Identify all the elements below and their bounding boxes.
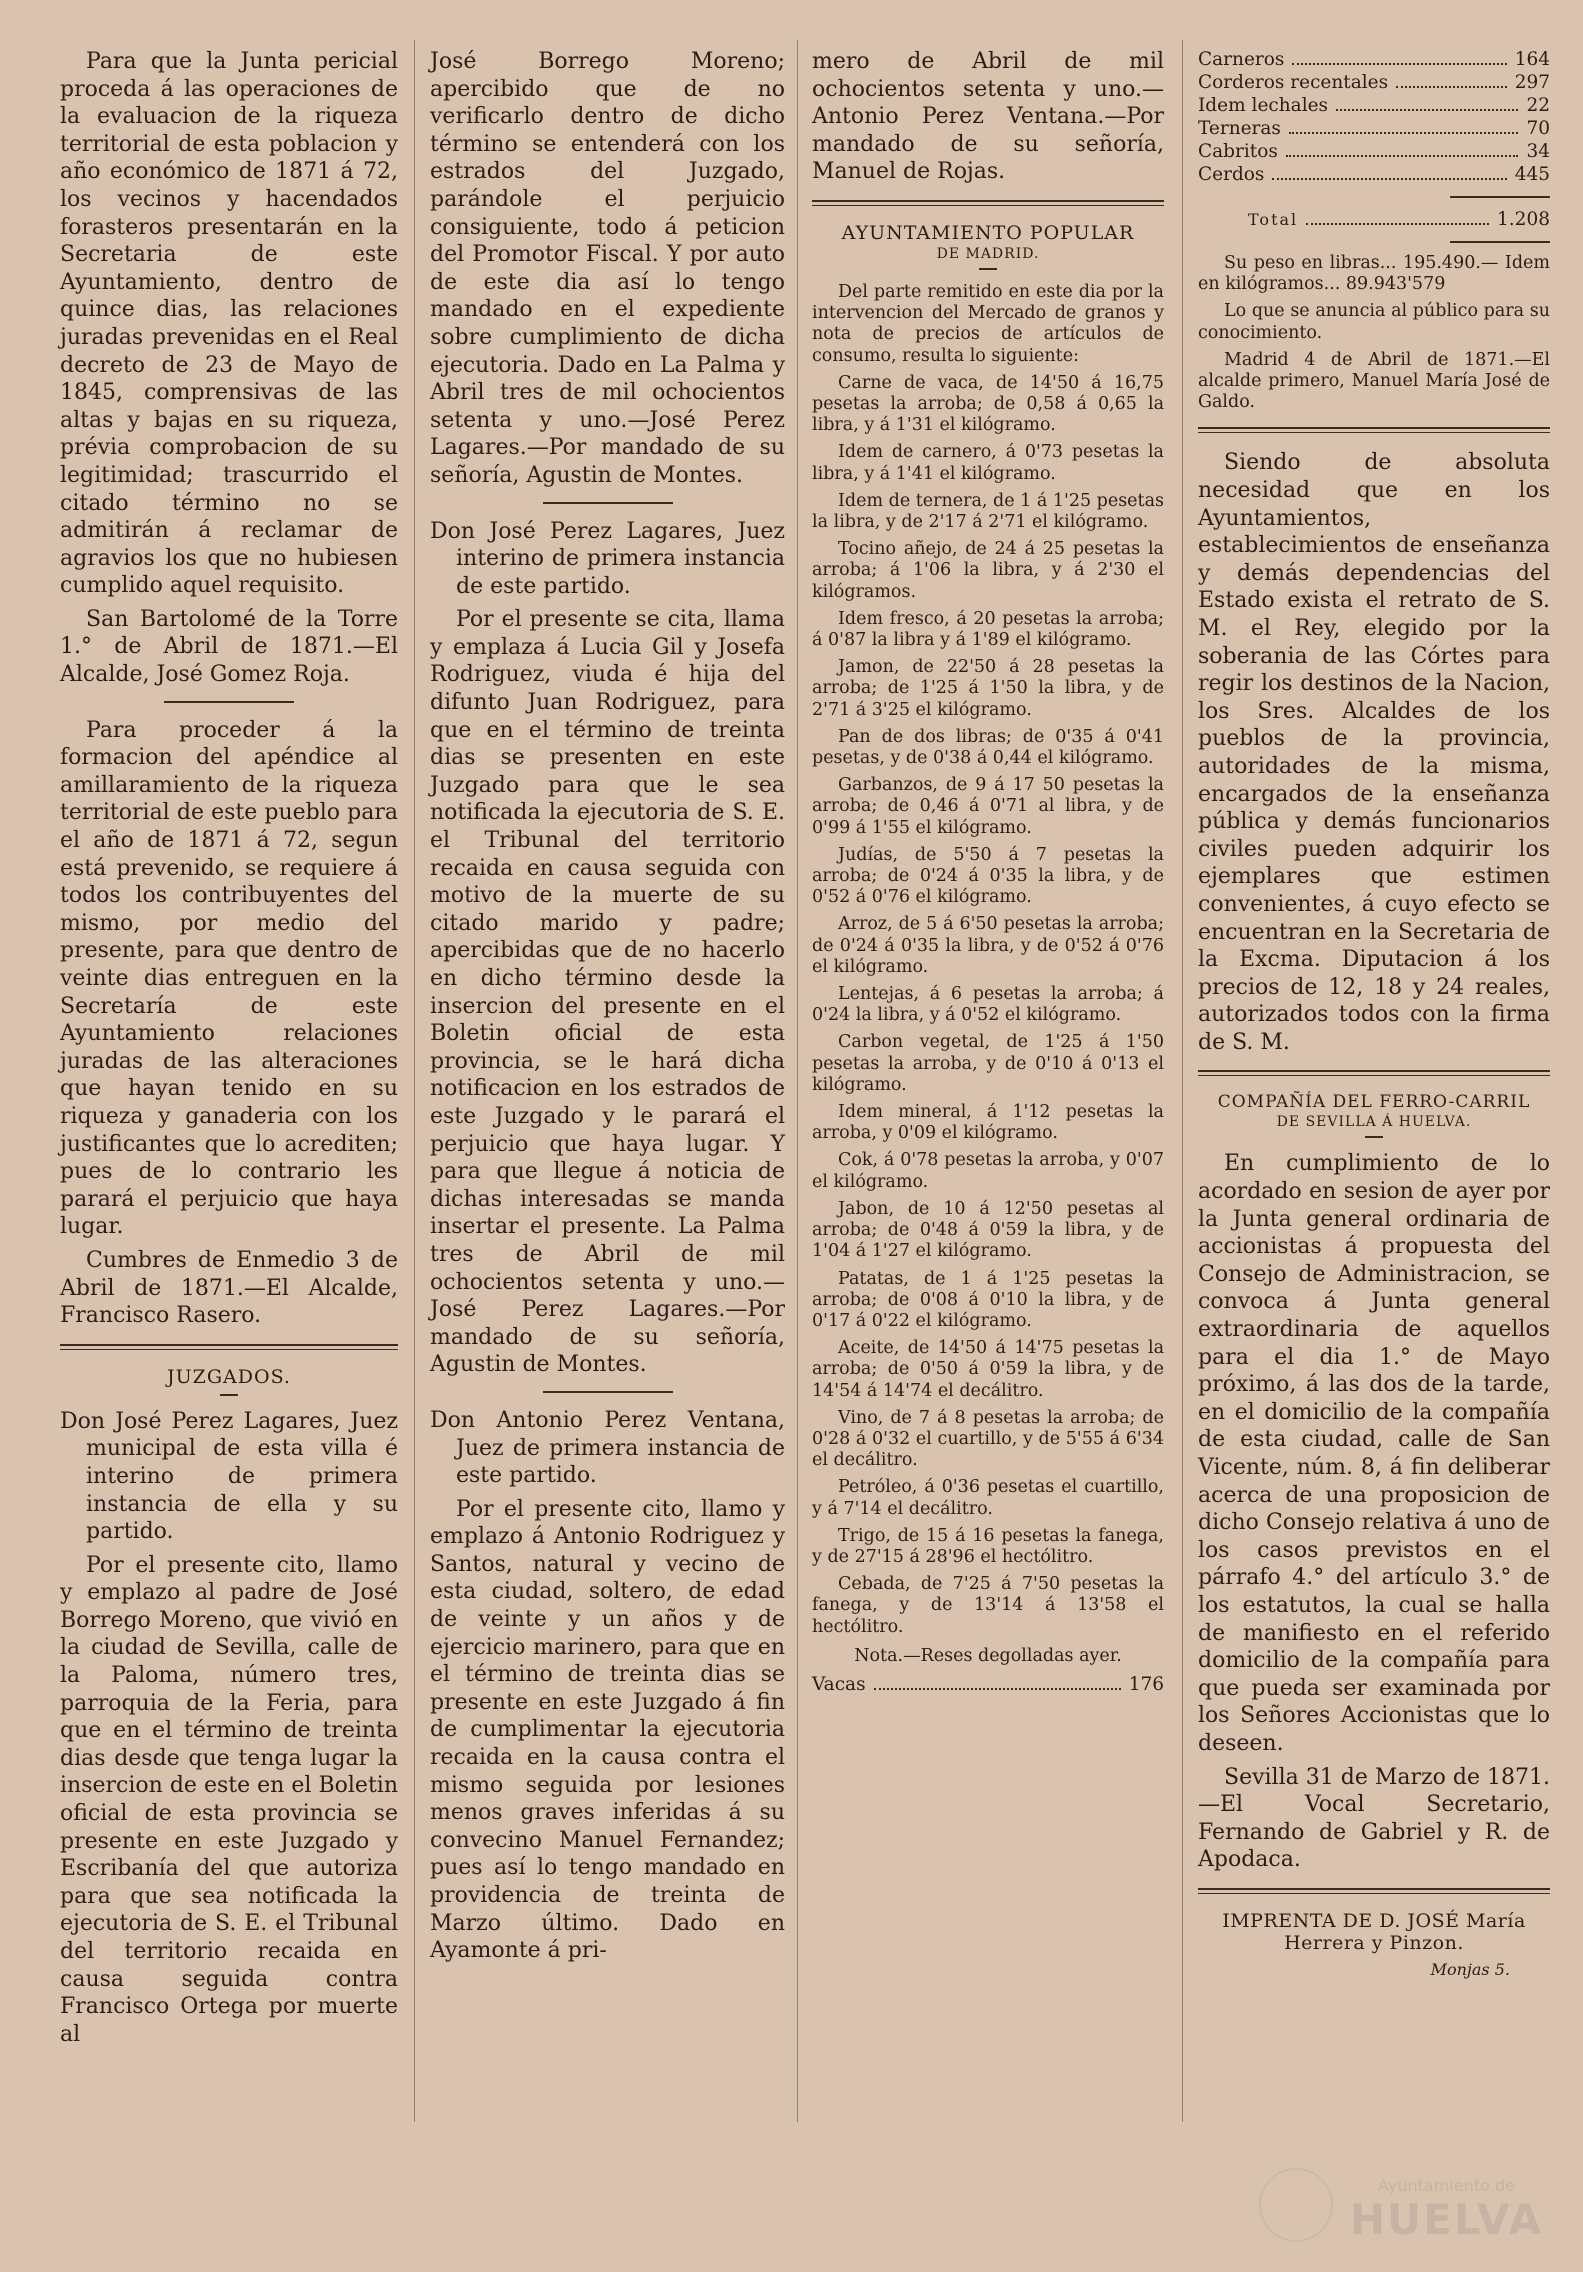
row-value: 445 <box>1514 164 1550 185</box>
divider <box>543 1391 673 1393</box>
row-label: Vacas <box>812 1673 866 1695</box>
price-item: Garbanzos, de 9 á 17 50 pesetas la arroba; de 0,46 á 0'71 al libra, y de 0'99 á 1'55 el kilógramo. <box>812 775 1164 838</box>
notice-signature: Sevilla 31 de Marzo de 1871.—El Vocal Secretario, Fernando de Gabriel y R. de Apodaca. <box>1198 1764 1550 1873</box>
total-row <box>1198 208 1550 231</box>
row-label: Idem lechales <box>1198 95 1329 116</box>
price-item: Cebada, de 7'25 á 7'50 pesetas la fanega, y de 13'14 á 13'58 el hectólitro. <box>812 1574 1164 1637</box>
row-value: 176 <box>1128 1673 1164 1695</box>
section-title-juzgados: JUZGADOS. <box>167 1365 291 1388</box>
row-value: 297 <box>1514 72 1550 93</box>
total-value: 1.208 <box>1497 209 1550 230</box>
printer-location: Monjas 5. <box>1430 1959 1510 1979</box>
section-subtitle: DE SEVILLA Á HUELVA. <box>1276 1114 1472 1131</box>
printer-imprint: IMPRENTA DE D. JOSÉ María Herrera y Pinzon. <box>1222 1909 1526 1954</box>
row-value: 34 <box>1526 141 1550 162</box>
slaughter-table <box>1198 48 1550 243</box>
judge-heading: Don José Perez Lagares, Juez interino de primera instancia de este partido. <box>430 518 785 599</box>
column-rule <box>414 40 415 2122</box>
column-2 <box>430 48 785 1971</box>
price-item: Idem de carnero, á 0'73 pesetas la libra, y á 1'41 el kilógramo. <box>812 442 1164 484</box>
price-item: Cok, á 0'78 pesetas la arroba, y 0'07 el kilógramo. <box>812 1150 1164 1192</box>
column-4 <box>1198 48 1550 1985</box>
notice-signature: San Bartolomé de la Torre 1.° de Abril de 1871.—El Alcalde, José Gomez Roja. <box>60 606 398 688</box>
price-item: Trigo, de 15 á 16 pesetas la fanega, y de 27'15 á 28'96 el hectólitro. <box>812 1525 1164 1567</box>
edict-text: Por el presente cito, llamo y emplazo al padre de José Borrego Moreno, que vivió en la ciudad de Sevilla, calle de la Paloma, número tres, parroquia de la Feria, para que en el término de treinta dias desde que tenga lugar la insercion de este en el Boletin oficial de esta provincia se presente en este Juzgado y Escribanía del que autoriza para que sea notificada la ejecutoria de S. E. el Tribunal del territorio recaida en causa seguida contra Francisco Ortega por muerte al <box>60 1552 398 2047</box>
public-notice: Lo que se anuncia al público para su conocimiento. <box>1198 301 1550 343</box>
row-value: 22 <box>1526 95 1550 116</box>
price-item: Lentejas, á 6 pesetas la arroba; á 0'24 la libra, y á 0'52 el kilógramo. <box>812 984 1164 1026</box>
leader-dots <box>1292 42 1506 65</box>
price-item: Carne de vaca, de 14'50 á 16,75 pesetas la arroba; de 0,58 á 0,65 la libra, y á 1'31 el kilógramo. <box>812 372 1164 436</box>
notice-junta: En cumplimiento de lo acordado en sesion de ayer por la Junta general ordinaria de accionistas á propuesta del Consejo de Administracion, se convoca á Junta general extraordinaria de aquellos para el dia 1.° de Mayo próximo, á las dos de la tarde, en el domicilio de la compañía de esta ciudad, calle de San Vicente, núm. 8, á fin deliberar acerca de una proposicion de dicho Consejo relativa á uno de los casos previstos en el párrafo 4.° del artículo 3.° de los estatutos, la cual se halla de manifiesto en el referido domicilio de la compañía para que pueda ser examinada por los Señores Accionistas que lo deseen. <box>1198 1151 1550 1756</box>
leader-dots <box>1336 88 1518 111</box>
section-divider <box>1198 1070 1550 1076</box>
price-item: Idem de ternera, de 1 á 1'25 pesetas la libra, y de 2'17 á 2'71 el kilógramo. <box>812 490 1164 532</box>
row-value: 70 <box>1526 118 1550 139</box>
column-rule <box>797 40 798 2122</box>
edict-continuation: mero de Abril de mil ochocientos setenta y uno.—Antonio Perez Ventana.—Por mandado de su señoría, Manuel de Rojas. <box>812 49 1164 185</box>
row-label: Cerdos <box>1198 164 1265 185</box>
notice-signature: Madrid 4 de Abril de 1871.—El alcalde primero, Manuel María José de Galdo. <box>1198 349 1550 413</box>
leader-dots <box>874 1667 1121 1690</box>
row-value: 164 <box>1514 49 1550 70</box>
leader-dots <box>1396 65 1507 88</box>
total-label: Total <box>1248 210 1299 229</box>
price-item: Petróleo, á 0'36 pesetas el cuartillo, y á 7'14 el decálitro. <box>812 1477 1164 1519</box>
leader-dots <box>1306 202 1489 225</box>
judge-heading: Don Antonio Perez Ventana, Juez de primera instancia de este partido. <box>430 1407 785 1489</box>
price-item: Patatas, de 1 á 1'25 pesetas la arroba; de 0'08 á 0'10 la libra, y de 0'17 á 0'22 el kilógramo. <box>812 1268 1164 1331</box>
column-rule <box>1182 40 1183 2122</box>
watermark-line2: HUELVA <box>1349 2195 1543 2244</box>
watermark-line1: Ayuntamiento de <box>1378 2176 1515 2195</box>
column-3 <box>812 48 1164 1696</box>
price-item: Pan de dos libras; de 0'35 á 0'41 pesetas, y de 0'38 á 0,44 el kilógramo. <box>812 726 1164 769</box>
watermark <box>1350 2176 1543 2244</box>
divider <box>979 268 997 270</box>
divider <box>1365 1136 1383 1138</box>
column-1 <box>60 48 398 2054</box>
notice-cumbres: Para proceder á la formacion del apéndice al amillaramiento de la riqueza territorial de este pueblo para el año de 1871 á 72, segun está prevenido, se requiere á todos los contribuyentes del mismo, por medio del presente, para que dentro de veinte dias entreguen en la Secretaría de este Ayuntamiento relaciones juradas de las alteraciones que hayan tenido en su riqueza y ganaderia con los justificantes que lo acrediten; pues de lo contrario les parará el perjuicio que haya lugar. <box>60 717 398 1240</box>
divider <box>220 1394 238 1396</box>
leader-dots <box>1289 111 1519 134</box>
divider <box>543 502 673 504</box>
judge-heading: Don José Perez Lagares, Juez municipal de esta villa é interino de primera instancia de ella y su partido. <box>60 1408 398 1545</box>
section-divider <box>1198 1888 1550 1894</box>
row-label: Terneras <box>1198 118 1281 139</box>
price-item: Idem fresco, á 20 pesetas la arroba; á 0'87 la libra y á 1'89 el kilógramo. <box>812 608 1164 651</box>
price-item: Tocino añejo, de 24 á 25 pesetas la arroba; á 1'06 la libra, y á 2'30 el kilógramos. <box>812 539 1164 602</box>
divider <box>1450 241 1550 243</box>
divider <box>164 701 294 703</box>
price-item: Arroz, de 5 á 6'50 pesetas la arroba; de 0'24 á 0'35 la libra, y de 0'52 á 0'76 el kilógramo. <box>812 914 1164 977</box>
market-intro: Del parte remitido en este dia por la intervencion del Mercado de granos y nota de precios de artículos de consumo, resulta lo siguiente: <box>812 281 1164 366</box>
price-list <box>812 373 1164 1638</box>
slaughter-row <box>812 1673 1164 1696</box>
price-item: Idem mineral, á 1'12 pesetas la arroba, y 0'09 el kilógramo. <box>812 1102 1164 1144</box>
slaughter-row <box>1198 163 1550 186</box>
leader-dots <box>1286 134 1519 157</box>
slaughter-note: Nota.—Reses degolladas ayer. <box>854 1645 1122 1666</box>
edict-text: Por el presente se cita, llama y emplaza á Lucia Gil y Josefa Rodriguez, viuda é hija del difunto Juan Rodriguez, para que en el término de treinta dias se presenten en este Juzgado para que le sea notificada la ejecutoria de S. E. el Tribunal del territorio recaida en causa seguida con motivo de la muerte de su citado marido y padre; apercibidas que de no hacerlo en dicho término desde la insercion del presente en el Boletin oficial de esta provincia, se le hará dicha notificacion en los estrados de este Juzgado y le parará el perjuicio que haya lugar. Y para que llegue á noticia de dichas interesadas se manda insertar el presente. La Palma tres de Abril de mil ochocientos setenta y uno.—José Perez Lagares.—Por mandado de su señoría, Agustin de Montes. <box>430 607 785 1378</box>
edict-text: Por el presente cito, llamo y emplazo á Antonio Rodriguez y Santos, natural y vecino de esta ciudad, soltero, de edad de veinte y un años y de ejercicio marinero, para que en el término de treinta dias se presente en este Juzgado á fin de cumplimentar la ejecutoria recaida en la causa contra el mismo seguida por lesiones menos graves inferidas á su convecino Manuel Fernandez; pues así lo tengo mandado en providencia de treinta de Marzo último. Dado en Ayamonte á pri- <box>430 1496 785 1964</box>
section-divider <box>812 200 1164 206</box>
price-item: Carbon vegetal, de 1'25 á 1'50 pesetas la arroba, y de 0'10 á 0'13 el kilógramo. <box>812 1032 1164 1095</box>
price-item: Vino, de 7 á 8 pesetas la arroba; de 0'28 á 0'32 el cuartillo, y de 5'55 á 6'34 el decálitro. <box>812 1407 1164 1471</box>
section-title-ayuntamiento: AYUNTAMIENTO POPULAR <box>841 221 1135 244</box>
price-item: Aceite, de 14'50 á 14'75 pesetas la arroba; de 0'50 á 0'59 la libra, y de 14'54 á 14'74 el decálitro. <box>812 1338 1164 1401</box>
edict-continuation: José Borrego Moreno; apercibido que de no verificarlo dentro de dicho término se entenderá con los estrados del Juzgado, parándole el perjuicio consiguiente, todo á peticion del Promotor Fiscal. Y por auto de este dia así lo tengo mandado en el expediente sobre cumplimiento de dicha ejecutoria. Dado en La Palma y Abril tres de mil ochocientos setenta y uno.—José Perez Lagares.—Por mandado de su señoría, Agustin de Montes. <box>430 49 785 488</box>
section-title-ferrocarril: COMPAÑÍA DEL FERRO-CARRIL <box>1217 1092 1531 1113</box>
notice-signature: Cumbres de Enmedio 3 de Abril de 1871.—El Alcalde, Francisco Rasero. <box>60 1247 398 1329</box>
watermark-seal-icon <box>1259 2168 1333 2242</box>
divider <box>1450 196 1550 198</box>
leader-dots <box>1272 157 1506 180</box>
notice-portrait: Siendo de absoluta necesidad que en los Ayuntamientos, establecimientos de enseñanza y demás dependencias del Estado exista el retrato de S. M. el Rey, elegido por la soberania de las Córtes para regir los destinos de la Nacion, los Sres. Alcaldes de los pueblos de la provincia, autoridades de la misma, encargados de la enseñanza pública y demás funcionarios civiles pueden adquirir los ejemplares que estimen convenientes, á cuyo efecto se encuentran en la Secretaria de la Excma. Diputacion á los precios de 12, 18 y 24 reales, autorizados todos con la firma de S. M. <box>1198 450 1550 1055</box>
weight-summary: Su peso en libras... 195.490.— Idem en kilógramos... 89.943'579 <box>1198 253 1550 295</box>
section-divider <box>60 1344 398 1350</box>
notice-san-bartolome: Para que la Junta pericial proceda á las operaciones de la evaluacion de la riqueza territorial de esta poblacion y año económico de 1871 á 72, los vecinos y hacendados forasteros presentarán en la Secretaria de este Ayuntamiento, dentro de quince dias, las relaciones juradas prevenidas en el Real decreto de 23 de Mayo de 1845, comprensivas de las altas y bajas en su riqueza, prévia comprobacion de su legitimidad; trascurrido el citado término no se admitirán á reclamar de agravios los que no hubiesen cumplido aquel requisito. <box>60 49 398 599</box>
row-label: Corderos recentales <box>1198 72 1389 93</box>
row-label: Cabritos <box>1198 141 1278 162</box>
row-label: Carneros <box>1198 49 1285 70</box>
price-item: Judías, de 5'50 á 7 pesetas la arroba; de 0'24 á 0'35 la libra, y de 0'52 á 0'76 el kilógramo. <box>812 844 1164 908</box>
price-item: Jabon, de 10 á 12'50 pesetas al arroba; de 0'48 á 0'59 la libra, y de 1'04 á 1'27 el kilógramo. <box>812 1198 1164 1262</box>
section-divider <box>1198 427 1550 433</box>
price-item: Jamon, de 22'50 á 28 pesetas la arroba; de 1'25 á 1'50 la libra, y de 2'71 á 3'25 el kilógramo. <box>812 657 1164 720</box>
section-subtitle: DE MADRID. <box>936 245 1040 262</box>
